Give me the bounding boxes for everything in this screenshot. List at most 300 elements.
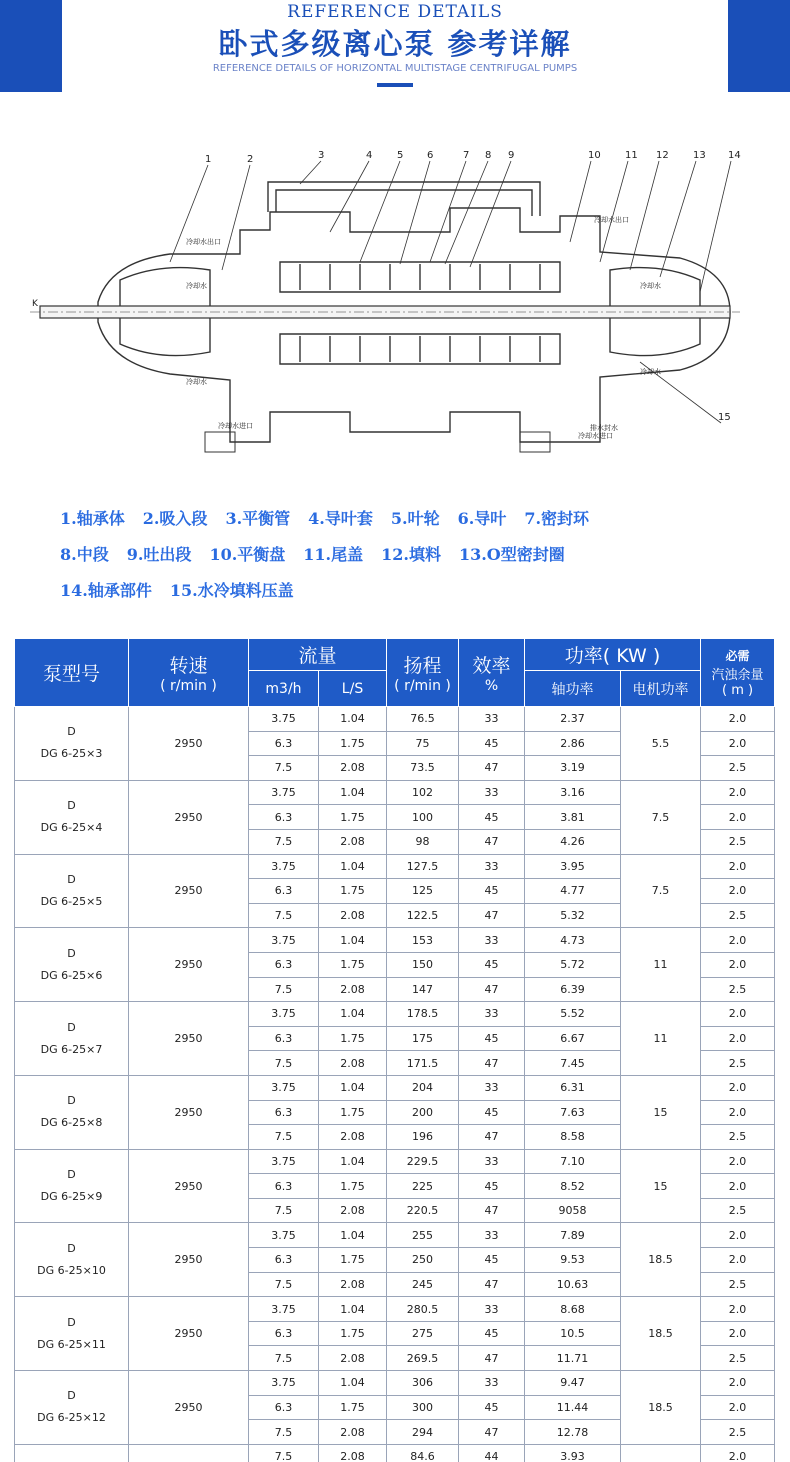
table-row [15, 707, 775, 732]
efficiency-cell: 33 [459, 707, 525, 732]
head-cell: 300 [387, 1395, 459, 1420]
flow-ls-cell: 1.75 [319, 1174, 387, 1199]
leader-line [660, 161, 696, 277]
npsh-cell: 2.0 [701, 1444, 775, 1462]
header-head-title: 扬程 [403, 655, 442, 677]
model-series: D [67, 946, 76, 960]
efficiency-cell: 45 [459, 1321, 525, 1346]
flow-m3h-cell: 6.3 [249, 1248, 319, 1273]
npsh-cell: 2.0 [701, 1149, 775, 1174]
flow-ls-cell: 2.08 [319, 1420, 387, 1445]
npsh-cell: 2.0 [701, 879, 775, 904]
head-cell: 178.5 [387, 1002, 459, 1027]
shaft-end-label: K [32, 299, 38, 309]
flow-m3h-cell: 7.5 [249, 1346, 319, 1371]
npsh-cell: 2.5 [701, 1420, 775, 1445]
shaft-power-cell: 3.81 [525, 805, 621, 830]
motor-power-cell: 7.5 [621, 780, 701, 854]
header-flow: 流量 [249, 639, 387, 671]
shaft-power-cell: 4.77 [525, 879, 621, 904]
npsh-cell: 2.0 [701, 1321, 775, 1346]
header-model: 泵型号 [15, 639, 129, 707]
flow-ls-cell: 2.08 [319, 1346, 387, 1371]
model-code: DG 6-25×8 [40, 1116, 103, 1130]
npsh-cell: 2.0 [701, 707, 775, 732]
flow-ls-cell: 1.04 [319, 1297, 387, 1322]
shaft-power-cell: 12.78 [525, 1420, 621, 1445]
efficiency-cell: 33 [459, 1149, 525, 1174]
shaft-power-cell: 9.47 [525, 1371, 621, 1396]
flow-m3h-cell: 6.3 [249, 1395, 319, 1420]
speed-cell: 2950 [129, 928, 249, 1002]
legend-item: 3.平衡管 [225, 509, 291, 528]
npsh-cell: 2.0 [701, 1100, 775, 1125]
header-speed [129, 639, 249, 707]
speed-cell: 2950 [129, 707, 249, 781]
head-cell: 84.6 [387, 1444, 459, 1462]
flow-ls-cell: 2.08 [319, 1272, 387, 1297]
motor-power-cell: 15 [621, 1075, 701, 1149]
header-eff-unit: % [484, 678, 499, 694]
leader-line [630, 161, 659, 270]
model-code: DG 6-25×6 [40, 968, 103, 982]
head-cell: 102 [387, 780, 459, 805]
speed-cell: 2950 [129, 1075, 249, 1149]
flow-ls-cell: 2.08 [319, 1125, 387, 1150]
speed-cell: 2950 [129, 1297, 249, 1371]
head-cell: 150 [387, 952, 459, 977]
header-head-unit: ( r/min ) [394, 678, 451, 694]
npsh-cell: 2.5 [701, 903, 775, 928]
speed-cell: 2950 [129, 854, 249, 928]
flow-m3h-cell: 3.75 [249, 707, 319, 732]
shaft-power-cell: 6.31 [525, 1075, 621, 1100]
efficiency-cell: 45 [459, 805, 525, 830]
npsh-cell: 2.5 [701, 1051, 775, 1076]
table-row [15, 1002, 775, 1027]
cooling-water-annotation: 冷却水 [640, 282, 661, 290]
flow-m3h-cell: 7.5 [249, 1198, 319, 1223]
header-subtitle: REFERENCE DETAILS OF HORIZONTAL MULTISTAGE CENTRIFUGAL PUMPS [212, 63, 578, 74]
leader-line [600, 161, 628, 262]
shaft-power-cell: 8.58 [525, 1125, 621, 1150]
flow-ls-cell: 2.08 [319, 1198, 387, 1223]
model-code: DG 6-25×7 [40, 1042, 103, 1056]
efficiency-cell: 47 [459, 1420, 525, 1445]
spec-table-body [15, 707, 775, 1462]
legend-line-2 [60, 542, 583, 566]
part-number: 5 [397, 150, 404, 161]
flow-m3h-cell: 3.75 [249, 780, 319, 805]
npsh-cell: 2.0 [701, 1075, 775, 1100]
flow-ls-cell: 1.75 [319, 1248, 387, 1273]
model-code: DG 6-25×3 [40, 747, 103, 761]
spec-table-wrapper [14, 638, 774, 1462]
npsh-cell: 2.0 [701, 1248, 775, 1273]
flow-m3h-cell: 3.75 [249, 1075, 319, 1100]
legend-item: 13.O型密封圈 [458, 545, 565, 564]
speed-cell: 2950 [129, 1002, 249, 1076]
efficiency-cell: 47 [459, 1198, 525, 1223]
header-speed-unit: ( r/min ) [160, 678, 217, 694]
npsh-cell: 2.0 [701, 1002, 775, 1027]
upper-impeller-vanes [300, 264, 540, 290]
shaft-power-cell: 6.39 [525, 977, 621, 1002]
model-series: D [67, 725, 76, 739]
shaft-power-cell: 9.53 [525, 1248, 621, 1273]
legend-item: 8.中段 [60, 545, 109, 564]
flow-m3h-cell: 6.3 [249, 1100, 319, 1125]
npsh-cell: 2.0 [701, 1297, 775, 1322]
motor-power-cell: 15 [621, 1149, 701, 1223]
npsh-cell: 2.0 [701, 928, 775, 953]
table-row-partial [15, 1444, 775, 1462]
table-row [15, 1371, 775, 1396]
shaft-power-cell: 11.71 [525, 1346, 621, 1371]
header-npsh-line2: 汽浊余量 [711, 668, 764, 683]
part-number: 8 [485, 150, 492, 161]
flow-m3h-cell: 7.5 [249, 756, 319, 781]
flow-ls-cell: 1.75 [319, 805, 387, 830]
cooling-water-annotations [186, 215, 661, 440]
shaft-power-cell: 4.26 [525, 829, 621, 854]
motor-power-cell: 11 [621, 928, 701, 1002]
motor-power-cell: 7.5 [621, 854, 701, 928]
shaft-power-cell: 8.68 [525, 1297, 621, 1322]
flow-ls-cell: 1.04 [319, 1223, 387, 1248]
head-cell: 225 [387, 1174, 459, 1199]
efficiency-cell: 33 [459, 1002, 525, 1027]
legend-item: 14.轴承部件 [60, 581, 152, 600]
npsh-cell: 2.0 [701, 1371, 775, 1396]
flow-ls-cell: 1.04 [319, 928, 387, 953]
lower-impeller-vanes [300, 336, 540, 362]
flow-m3h-cell: 7.5 [249, 1051, 319, 1076]
flow-m3h-cell: 3.75 [249, 854, 319, 879]
header-efficiency [459, 639, 525, 707]
model-cell [15, 1444, 129, 1462]
efficiency-cell: 47 [459, 903, 525, 928]
efficiency-cell: 45 [459, 1100, 525, 1125]
speed-cell: 2950 [129, 1149, 249, 1223]
part-number: 6 [427, 150, 434, 161]
header-flow-m3h: m3/h [249, 671, 319, 707]
leader-line [430, 161, 466, 262]
header-shaft-power: 轴功率 [525, 671, 621, 707]
model-cell [15, 928, 129, 1002]
head-cell: 73.5 [387, 756, 459, 781]
cooling-water-annotation: 冷却水进口 [218, 422, 253, 430]
flow-ls-cell: 1.04 [319, 1149, 387, 1174]
leader-line [300, 161, 321, 184]
legend-item: 5.叶轮 [390, 509, 440, 528]
head-cell: 204 [387, 1075, 459, 1100]
efficiency-cell: 47 [459, 977, 525, 1002]
head-cell: 306 [387, 1371, 459, 1396]
npsh-cell: 2.0 [701, 1395, 775, 1420]
speed-cell [129, 1444, 249, 1462]
table-row [15, 780, 775, 805]
part-number: 15 [718, 412, 731, 423]
cooling-water-annotation: 冷却水 [640, 368, 661, 376]
shaft-power-cell: 9058 [525, 1198, 621, 1223]
balance-pipe [268, 182, 540, 216]
efficiency-cell: 47 [459, 1346, 525, 1371]
head-cell: 125 [387, 879, 459, 904]
npsh-cell: 2.5 [701, 1272, 775, 1297]
head-cell: 229.5 [387, 1149, 459, 1174]
table-row [15, 1223, 775, 1248]
flow-m3h-cell: 7.5 [249, 829, 319, 854]
npsh-cell: 2.5 [701, 829, 775, 854]
model-series: D [67, 1094, 76, 1108]
efficiency-cell: 33 [459, 1075, 525, 1100]
legend-item: 4.导叶套 [308, 509, 373, 528]
flow-ls-cell: 1.75 [319, 731, 387, 756]
spec-table-header [15, 639, 775, 707]
efficiency-cell: 45 [459, 731, 525, 756]
shaft-power-cell: 8.52 [525, 1174, 621, 1199]
npsh-cell: 2.0 [701, 780, 775, 805]
motor-power-cell: 11 [621, 1002, 701, 1076]
efficiency-cell: 33 [459, 1371, 525, 1396]
model-series: D [67, 1241, 76, 1255]
flow-m3h-cell: 3.75 [249, 928, 319, 953]
head-cell: 127.5 [387, 854, 459, 879]
flow-m3h-cell: 6.3 [249, 1174, 319, 1199]
efficiency-cell: 33 [459, 854, 525, 879]
efficiency-cell: 45 [459, 1248, 525, 1273]
table-row [15, 854, 775, 879]
flow-ls-cell: 2.08 [319, 903, 387, 928]
flow-ls-cell: 1.04 [319, 707, 387, 732]
legend-item: 9.吐出段 [126, 545, 192, 564]
shaft-power-cell: 3.95 [525, 854, 621, 879]
cooling-water-annotation: 冷却水 [186, 282, 207, 290]
efficiency-cell: 45 [459, 1026, 525, 1051]
flow-m3h-cell: 7.5 [249, 1444, 319, 1462]
cooling-water-annotation: 冷却水出口 [186, 238, 221, 246]
model-series: D [67, 799, 76, 813]
efficiency-cell: 33 [459, 1297, 525, 1322]
leader-line [445, 161, 488, 264]
head-cell: 196 [387, 1125, 459, 1150]
table-row [15, 1075, 775, 1100]
part-number: 10 [588, 150, 601, 161]
table-row [15, 928, 775, 953]
head-cell: 245 [387, 1272, 459, 1297]
flow-m3h-cell: 6.3 [249, 1026, 319, 1051]
part-number: 14 [728, 150, 741, 161]
table-row [15, 1297, 775, 1322]
speed-cell: 2950 [129, 780, 249, 854]
part-number: 4 [366, 150, 373, 161]
leader-line [570, 161, 591, 242]
head-cell: 98 [387, 829, 459, 854]
head-cell: 220.5 [387, 1198, 459, 1223]
model-cell [15, 780, 129, 854]
flow-ls-cell: 1.04 [319, 1075, 387, 1100]
pump-cross-section-diagram [0, 112, 790, 500]
flow-m3h-cell: 7.5 [249, 977, 319, 1002]
head-cell: 255 [387, 1223, 459, 1248]
speed-cell: 2950 [129, 1223, 249, 1297]
efficiency-cell: 47 [459, 756, 525, 781]
model-code: DG 6-25×9 [40, 1190, 103, 1204]
flow-ls-cell: 1.04 [319, 1371, 387, 1396]
motor-power-cell [621, 1444, 701, 1462]
npsh-cell: 2.5 [701, 1198, 775, 1223]
leader-line [700, 161, 731, 292]
head-cell: 122.5 [387, 903, 459, 928]
flow-m3h-cell: 6.3 [249, 1321, 319, 1346]
shaft-power-cell: 7.89 [525, 1223, 621, 1248]
shaft-power-cell: 3.19 [525, 756, 621, 781]
header-npsh-line3: ( m ) [721, 683, 754, 698]
flow-ls-cell: 1.75 [319, 879, 387, 904]
flow-m3h-cell: 3.75 [249, 1002, 319, 1027]
flow-m3h-cell: 3.75 [249, 1371, 319, 1396]
npsh-cell: 2.0 [701, 1026, 775, 1051]
flow-ls-cell: 2.08 [319, 1051, 387, 1076]
flow-m3h-cell: 3.75 [249, 1149, 319, 1174]
speed-cell: 2950 [129, 1371, 249, 1445]
shaft-power-cell: 2.86 [525, 731, 621, 756]
shaft-power-cell: 3.93 [525, 1444, 621, 1462]
model-code: DG 6-25×12 [37, 1411, 106, 1425]
efficiency-cell: 33 [459, 780, 525, 805]
motor-power-cell: 18.5 [621, 1297, 701, 1371]
header-flow-ls: L/S [319, 671, 387, 707]
head-cell: 76.5 [387, 707, 459, 732]
efficiency-cell: 47 [459, 1272, 525, 1297]
head-cell: 269.5 [387, 1346, 459, 1371]
npsh-cell: 2.5 [701, 977, 775, 1002]
header-speed-title: 转速 [169, 655, 208, 677]
header-banner [0, 0, 790, 112]
part-number: 9 [508, 150, 515, 161]
model-cell [15, 854, 129, 928]
npsh-cell: 2.0 [701, 952, 775, 977]
npsh-cell: 2.5 [701, 1125, 775, 1150]
title-underline [377, 83, 413, 87]
flow-m3h-cell: 6.3 [249, 879, 319, 904]
efficiency-cell: 47 [459, 1051, 525, 1076]
flow-ls-cell: 1.75 [319, 1321, 387, 1346]
head-cell: 153 [387, 928, 459, 953]
head-cell: 100 [387, 805, 459, 830]
motor-power-cell: 18.5 [621, 1371, 701, 1445]
legend-item: 6.导叶 [457, 509, 507, 528]
header-head [387, 639, 459, 707]
flow-m3h-cell: 6.3 [249, 805, 319, 830]
shaft-power-cell: 3.16 [525, 780, 621, 805]
shaft-power-cell: 10.63 [525, 1272, 621, 1297]
npsh-cell: 2.5 [701, 1346, 775, 1371]
npsh-cell: 2.0 [701, 1223, 775, 1248]
pump-drawing [0, 112, 790, 500]
flow-m3h-cell: 7.5 [249, 903, 319, 928]
flow-m3h-cell: 3.75 [249, 1223, 319, 1248]
flow-ls-cell: 1.75 [319, 1026, 387, 1051]
efficiency-cell: 45 [459, 879, 525, 904]
leader-line [400, 161, 430, 264]
efficiency-cell: 33 [459, 928, 525, 953]
part-number: 7 [463, 150, 470, 161]
part-number: 13 [693, 150, 706, 161]
leader-line [170, 165, 208, 262]
flow-ls-cell: 2.08 [319, 829, 387, 854]
legend-item: 11.尾盖 [303, 545, 364, 564]
leader-line [470, 161, 511, 267]
shaft-power-cell: 5.52 [525, 1002, 621, 1027]
model-cell [15, 1297, 129, 1371]
legend-item: 12.填料 [381, 545, 441, 564]
legend-item: 7.密封环 [524, 509, 590, 528]
cooling-water-annotation: 排水封水 [590, 424, 618, 432]
shaft-power-cell: 10.5 [525, 1321, 621, 1346]
model-cell [15, 707, 129, 781]
flow-ls-cell: 2.08 [319, 977, 387, 1002]
model-series: D [67, 1168, 76, 1182]
flow-ls-cell: 2.08 [319, 756, 387, 781]
model-series: D [67, 1020, 76, 1034]
flow-m3h-cell: 7.5 [249, 1125, 319, 1150]
cooling-water-annotation: 冷却水进口 [578, 432, 613, 440]
head-cell: 275 [387, 1321, 459, 1346]
header-motor-power: 电机功率 [621, 671, 701, 707]
flow-ls-cell: 1.04 [319, 854, 387, 879]
model-cell [15, 1223, 129, 1297]
npsh-cell: 2.0 [701, 1174, 775, 1199]
head-cell: 280.5 [387, 1297, 459, 1322]
shaft-power-cell: 5.32 [525, 903, 621, 928]
header-power: 功率( KW ) [525, 639, 701, 671]
head-cell: 294 [387, 1420, 459, 1445]
shaft-power-cell: 11.44 [525, 1395, 621, 1420]
shaft-power-cell: 7.63 [525, 1100, 621, 1125]
npsh-cell: 2.0 [701, 854, 775, 879]
legend-item: 10.平衡盘 [209, 545, 286, 564]
model-cell [15, 1149, 129, 1223]
header-eff-title: 效率 [472, 655, 511, 677]
leader-line [360, 161, 400, 262]
model-series: D [67, 872, 76, 886]
legend-item: 15.水冷填料压盖 [169, 581, 294, 600]
header-npsh [701, 639, 775, 707]
cooling-water-annotation: 冷却水出口 [594, 216, 629, 224]
efficiency-cell: 47 [459, 1125, 525, 1150]
pump-shaft [30, 306, 740, 318]
flow-m3h-cell: 3.75 [249, 1297, 319, 1322]
part-number: 1 [205, 154, 212, 165]
shaft-power-cell: 6.67 [525, 1026, 621, 1051]
model-cell [15, 1002, 129, 1076]
efficiency-cell: 33 [459, 1223, 525, 1248]
model-series: D [67, 1315, 76, 1329]
model-series: D [67, 1389, 76, 1403]
head-cell: 147 [387, 977, 459, 1002]
head-cell: 75 [387, 731, 459, 756]
legend-item: 1.轴承体 [60, 509, 125, 528]
flow-ls-cell: 1.04 [319, 1002, 387, 1027]
flow-ls-cell: 1.75 [319, 1395, 387, 1420]
flow-m3h-cell: 6.3 [249, 952, 319, 977]
npsh-cell: 2.0 [701, 805, 775, 830]
header-ref-title: REFERENCE DETAILS [287, 2, 503, 22]
shaft-power-cell: 5.72 [525, 952, 621, 977]
model-code: DG 6-25×10 [37, 1263, 106, 1277]
